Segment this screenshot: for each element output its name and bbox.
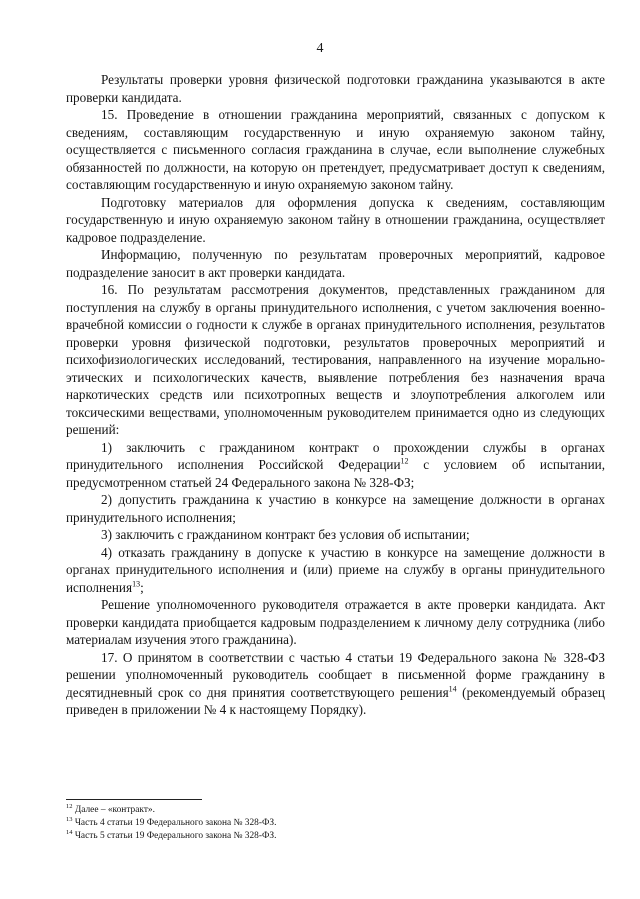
footnote-item: $^{12}$ Далее – «контракт». — [66, 802, 155, 815]
paragraph-decision-1: 1) заключить с гражданином контракт о прохождении службы в органах принудительного исполнения Российской Федерации$^{12}$ с условием об испытании, предусмотренном статьей 24 Федерального закона № 328-ФЗ; — [66, 439, 605, 490]
paragraph-access-preparation: Подготовку материалов для оформления допуска к сведениям, составляющим государственную и иную охраняемую законом тайну в отношении гражданина, осуществляет кадровое подразделение. — [66, 194, 605, 245]
footnote-ref[interactable]: 12 — [400, 456, 409, 466]
footnote-item: $^{14}$ Часть 5 статьи 19 Федерального закона № 328-ФЗ. — [66, 828, 277, 841]
footnote-item: $^{13}$ Часть 4 статьи 19 Федерального закона № 328-ФЗ. — [66, 815, 277, 828]
page-number: 4 — [316, 41, 324, 56]
footnote-ref[interactable]: 13 — [132, 579, 141, 589]
paragraph-17: 17. О принятом в соответствии с частью 4 статьи 19 Федерального закона № 328-ФЗ решении уполномоченный руководитель сообщает в письменной форме гражданину в десятидневный срок со дня принятия соответствующего решения$^{14}$ (рекомендуемый образец приведен в приложении № 4 к настоящему Порядку). — [66, 649, 605, 717]
footnote-divider — [66, 799, 202, 800]
document-body — [66, 71, 605, 719]
paragraph-decision-3: 3) заключить с гражданином контракт без условия об испытании; — [101, 527, 470, 542]
footnotes — [66, 804, 605, 843]
paragraph-15: 15. Проведение в отношении гражданина мероприятий, связанных с допуском к сведениям, составляющим государственную и иную охраняемую законом тайну, осуществляется с письменного согласия гражданина в случае, если выполнение служебных обязанностей по должности, на которую он претендует, предусматривает доступ к сведениям, составляющим государственную и иную охраняемую законом тайну. — [66, 107, 605, 192]
paragraph-16: 16. По результатам рассмотрения документов, представленных гражданином для поступления на службу в органы принудительного исполнения, с учетом заключения военно-врачебной комиссии о годности к службе в органах принудительного исполнения, результатов проверки уровня физической подготовки, результатов проверочных мероприятий и психофизиологических исследований, тестирования, направленного на изучение морально-этических и психологических качеств, выявление потребления без назначения врача наркотических средств или психотропных веществ и злоупотребления алкоголем или токсическими веществами, уполномоченным руководителем принимается одно из следующих решений: — [66, 282, 605, 437]
paragraph-check-info: Информацию, полученную по результатам проверочных мероприятий, кадровое подразделение заносит в акт проверки кандидата. — [66, 247, 605, 280]
footnote-ref[interactable]: 14 — [448, 684, 457, 694]
paragraph-result-fitness: Результаты проверки уровня физической подготовки гражданина указываются в акте проверки кандидата. — [66, 72, 605, 105]
paragraph-decision-record: Решение уполномоченного руководителя отражается в акте проверки кандидата. Акт проверки кандидата приобщается кадровым подразделением к личному делу сотрудника (либо материалам изучения этого гражданина). — [66, 597, 605, 647]
paragraph-decision-2: 2) допустить гражданина к участию в конкурсе на замещение должности в органах принудительного исполнения; — [66, 492, 605, 525]
paragraph-decision-4: 4) отказать гражданину в допуске к участию в конкурсе на замещение должности в органах принудительного исполнения и (или) приеме на службу в органы принудительного исполнения$^{13}$; — [66, 544, 605, 595]
